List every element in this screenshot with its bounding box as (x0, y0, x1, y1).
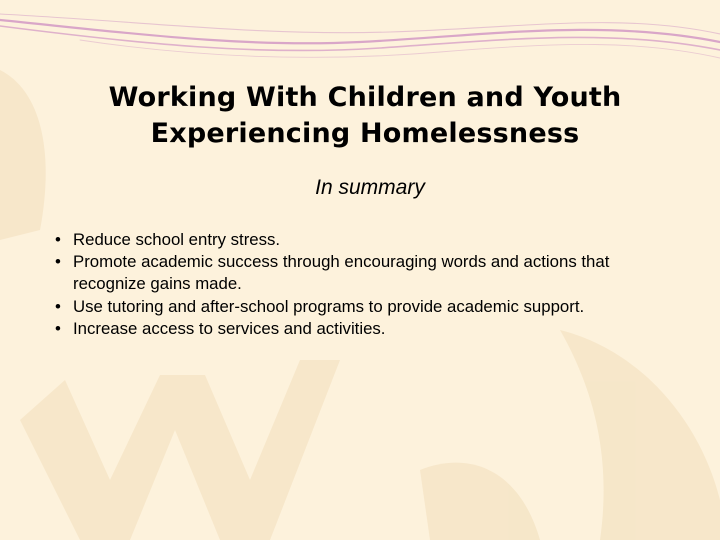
bullet-item (52, 229, 632, 251)
bullet-item (52, 251, 632, 295)
bullet-text: Use tutoring and after-school programs to provide academic support. (73, 296, 585, 316)
bullet-dot-icon: • (55, 230, 61, 249)
slide-subtitle: In summary (315, 176, 425, 199)
watermark-bottom-right (420, 463, 540, 540)
bullet-dot-icon: • (55, 318, 61, 338)
bullet-text: Increase access to services and activities. (73, 318, 386, 338)
title-line-2: Experiencing Homelessness (150, 118, 580, 149)
bullet-dot-icon: • (55, 252, 61, 272)
bullet-item (52, 296, 632, 318)
swoosh-lines (0, 14, 720, 58)
swoosh-line-1 (0, 20, 720, 43)
bullet-text: Reduce school entry stress. (73, 230, 281, 249)
slide-title (60, 80, 670, 152)
bullet-list (52, 229, 632, 340)
swoosh-line-4 (80, 40, 720, 58)
title-line-1: Working With Children and Youth (108, 82, 622, 113)
watermark-left-arc (0, 70, 46, 240)
watermark-w-shape (20, 360, 340, 540)
bullet-text: Promote academic success through encouraging words and actions that recognize gains made. (73, 252, 610, 294)
bullet-item (52, 318, 632, 340)
watermark-right-arc (560, 330, 720, 540)
bullet-dot-icon: • (55, 296, 61, 316)
